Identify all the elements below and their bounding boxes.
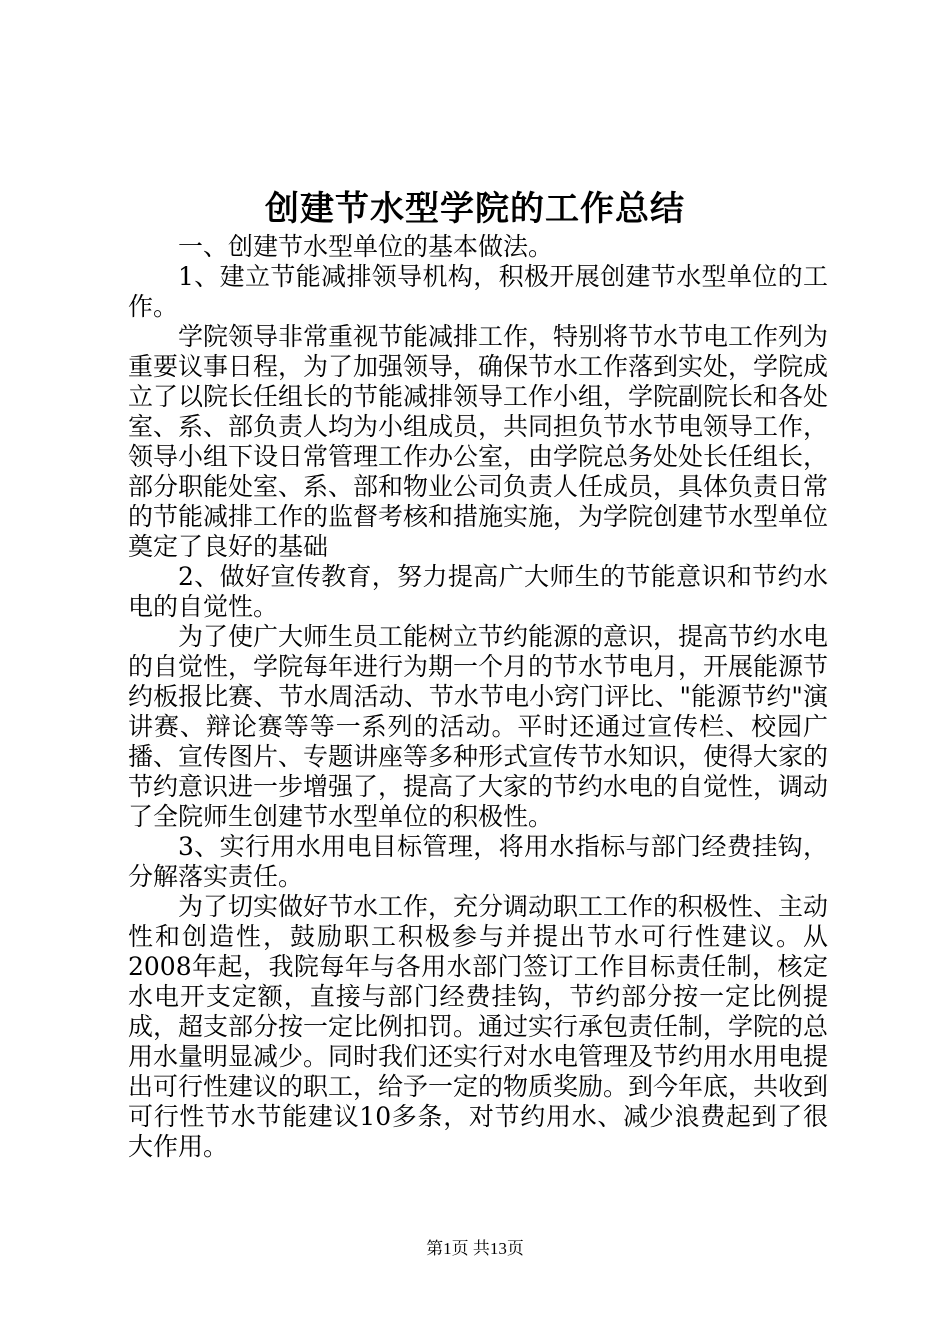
subsection-heading: 1、建立节能减排领导机构，积极开展创建节水型单位的工作。 <box>128 262 828 321</box>
subsection-heading: 2、做好宣传教育，努力提高广大师生的节能意识和节约水电的自觉性。 <box>128 562 828 621</box>
document-title: 创建节水型学院的工作总结 <box>265 189 685 229</box>
section-heading: 一、创建节水型单位的基本做法。 <box>178 232 554 261</box>
subsection-heading: 3、实行用水用电目标管理，将用水指标与部门经费挂钩，分解落实责任。 <box>128 832 828 891</box>
document-body <box>128 232 828 1162</box>
body-paragraph: 为了切实做好节水工作，充分调动职工工作的积极性、主动性和创造性，鼓励职工积极参与并提出节水可行性建议。从2008年起，我院每年与各用水部门签订工作目标责任制，核定水电开支定额，直接与部门经费挂钩，节约部分按一定比例提成，超支部分按一定比例扣罚。通过实行承包责任制，学院的总用水量明显减少。同时我们还实行对水电管理及节约用水用电提出可行性建议的职工，给予一定的物质奖励。到今年底，共收到可行性节水节能建议10多条，对节约用水、减少浪费起到了很大作用。 <box>128 892 829 1161</box>
body-paragraph: 为了使广大师生员工能树立节约能源的意识，提高节约水电的自觉性，学院每年进行为期一个月的节水节电月，开展能源节约板报比赛、节水周活动、节水节电小窍门评比、"能源节约"演讲赛、辩论赛等等一系列的活动。平时还通过宣传栏、校园广播、宣传图片、专题讲座等多种形式宣传节水知识，使得大家的节约意识进一步增强了，提高了大家的节约水电的自觉性，调动了全院师生创建节水型单位的积极性。 <box>128 622 829 831</box>
page-footer: 第1页 共13页 <box>426 1239 524 1258</box>
body-paragraph: 学院领导非常重视节能减排工作，特别将节水节电工作列为重要议事日程，为了加强领导，确保节水工作落到实处，学院成立了以院长任组长的节能减排领导工作小组，学院副院长和各处室、系、部负责人均为小组成员，共同担负节水节电领导工作，领导小组下设日常管理工作办公室，由学院总务处处长任组长，部分职能处室、系、部和物业公司负责人任成员，具体负责日常的节能减排工作的监督考核和措施实施，为学院创建节水型单位奠定了良好的基础 <box>128 322 829 561</box>
